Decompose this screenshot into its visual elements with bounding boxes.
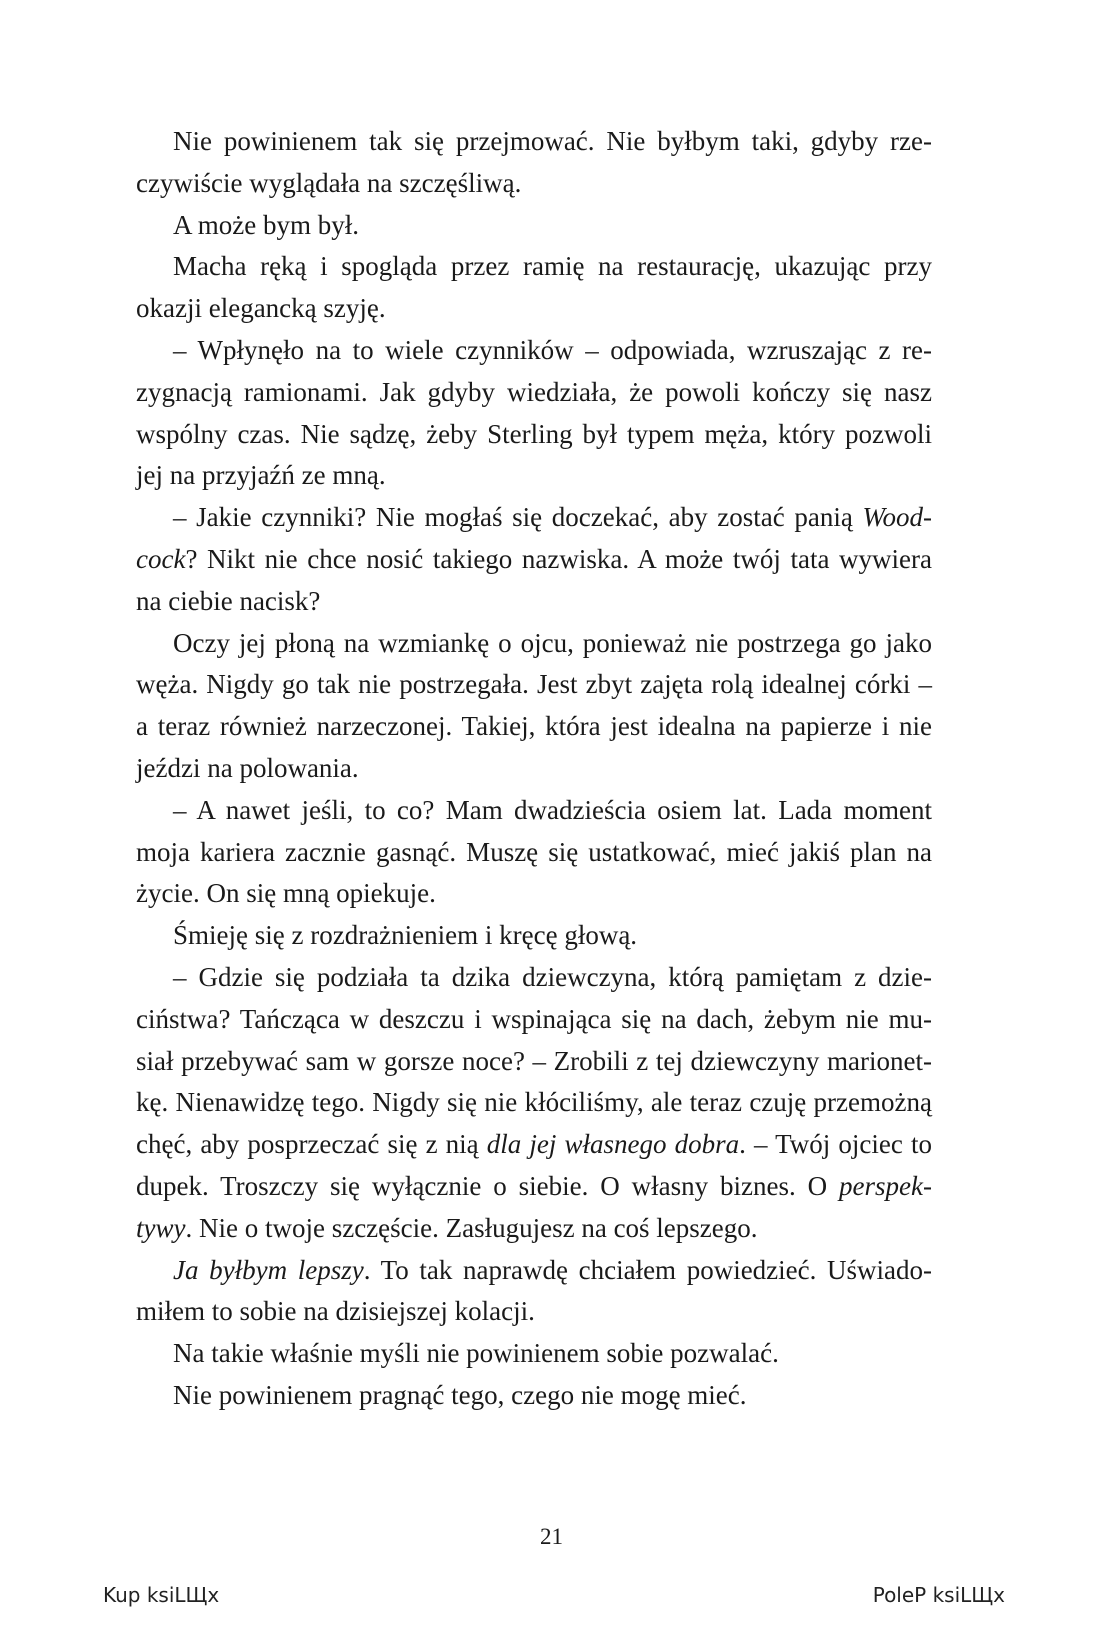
paragraph — [136, 790, 932, 915]
footer-more-link[interactable]: PoleP ksiLЩx — [872, 1583, 1005, 1607]
footer-buy-link[interactable]: Kup ksiLЩx — [103, 1583, 220, 1607]
page-number: 21 — [540, 1524, 563, 1549]
text-run: – Jakie czynniki? Nie mogłaś się doczekać, aby zostać panią — [173, 502, 863, 533]
text-run: Macha ręką i spogląda przez ramię na restaurację, ukazując przy okazji elegancką szyję. — [136, 251, 932, 324]
italic-text-run: Wood-cock — [136, 502, 932, 574]
paragraph — [136, 1375, 932, 1417]
text-run: Nie powinienem pragnąć tego, czego nie mogę mieć. — [173, 1379, 747, 1410]
paragraph — [136, 330, 932, 497]
paragraph — [136, 121, 932, 205]
text-run: . To tak naprawdę chciałem powiedzieć. Uświado-miłem to sobie na dzisiejszej kolacji. — [136, 1254, 933, 1327]
text-run: – A nawet jeśli, to co? Mam dwadzieścia osiem lat. Lada moment moja kariera zacznie gasnąć. Muszę się ustatkować, mieć jakiś plan na życie. On się mną opiekuje. — [136, 794, 932, 909]
text-run: . – Twój ojciec to dupek. Troszczy się wyłącznie o siebie. O własny biznes. O — [136, 1129, 932, 1201]
text-run: – Wpłynęło na to wiele czynników – odpowiada, wzruszając z re-zygnacją ramionami. Jak gdyby wiedziała, że powoli kończy się nasz wspólny czas. Nie sądzę, żeby Sterling był typem męża, który pozwoli jej na przyjaźń ze mną. — [136, 334, 932, 491]
paragraph — [136, 205, 932, 247]
paragraph — [136, 1333, 932, 1375]
paragraph — [136, 623, 932, 790]
paragraph — [136, 1250, 932, 1334]
body-text — [136, 121, 932, 1417]
paragraph — [136, 246, 932, 330]
text-run: ? Nikt nie chce nosić takiego nazwiska. A może twój tata wywiera na ciebie nacisk? — [136, 543, 932, 616]
text-run: Na takie właśnie myśli nie powinienem sobie pozwalać. — [173, 1338, 779, 1369]
italic-text-run: perspek-tywy — [136, 1170, 932, 1243]
text-run: Oczy jej płoną na wzmiankę o ojcu, ponieważ nie postrzega go jako węża. Nigdy go tak nie postrzegała. Jest zbyt zajęta rolą idealnej córki – a teraz również narzeczonej. Takiej, która jest idealna na papierze i nie jeździ na polowania. — [136, 627, 932, 783]
text-run: . Nie o twoje szczęście. Zasługujesz na coś lepszego. — [185, 1212, 758, 1243]
italic-text-run: dla jej własnego dobra — [486, 1129, 740, 1160]
text-run: A może bym był. — [173, 209, 359, 240]
italic-text-run: Ja byłbym lepszy — [173, 1254, 364, 1285]
text-run: Nie powinienem tak się przejmować. Nie byłbym taki, gdyby rze-czywiście wyglądała na szczęśliwą. — [136, 126, 932, 198]
text-run: – Gdzie się podziała ta dzika dziewczyna, którą pamiętam z dzie-ciństwa? Tańcząca w deszczu i wspinająca się na dach, żebym nie mu-siał przebywać sam w gorsze noce? – Zrobili z tej dziewczyny marionet-kę. Nienawidzę tego. Nigdy się nie kłóciliśmy, ale teraz czuję przemożną chęć, aby posprzeczać się z nią — [136, 961, 932, 1160]
paragraph — [136, 497, 932, 622]
text-run: Śmieję się z rozdrażnieniem i kręcę głową. — [173, 920, 638, 951]
paragraph — [136, 957, 932, 1250]
paragraph — [136, 915, 932, 957]
